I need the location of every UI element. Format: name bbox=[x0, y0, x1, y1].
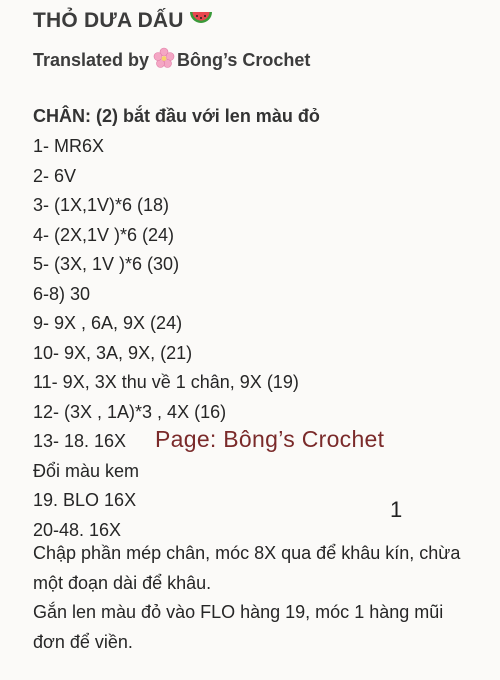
translated-prefix: Translated by bbox=[33, 50, 150, 70]
instruction-note: Gắn len màu đỏ vào FLO hàng 19, móc 1 hàng mũi đơn để viền. bbox=[33, 602, 444, 652]
page-watermark: Page: Bông’s Crochet bbox=[155, 426, 385, 452]
instruction-note: Chập phần mép chân, móc 8X qua để khâu kín, chừa một đoạn dài để khâu. bbox=[33, 543, 461, 593]
pattern-row: 3- (1X,1V)*6 (18) bbox=[33, 195, 170, 215]
page-number: 1 bbox=[390, 497, 403, 522]
pattern-row: 4- (2X,1V )*6 (24) bbox=[33, 224, 175, 245]
pattern-row: 20-48. 16X bbox=[33, 519, 122, 540]
page-title bbox=[33, 8, 214, 36]
title-text: THỎ DƯA DẤU bbox=[33, 9, 184, 32]
pattern-row: 5- (3X, 1V )*6 (30) bbox=[33, 254, 180, 274]
cherry-blossom-icon bbox=[153, 47, 175, 74]
pattern-row: 6-8) 30 bbox=[33, 283, 91, 304]
pattern-row: 13- 18. 16X bbox=[33, 431, 127, 451]
translator-name: Bông’s Crochet bbox=[177, 50, 311, 70]
pattern-row: 9- 9X , 6A, 9X (24) bbox=[33, 313, 183, 333]
pattern-row: 12- (3X , 1A)*3 , 4X (16) bbox=[33, 401, 227, 422]
pattern-row: 1- MR6X bbox=[33, 136, 105, 156]
pattern-row: 2- 6V bbox=[33, 165, 77, 186]
pattern-rows bbox=[33, 132, 473, 545]
pattern-row: 10- 9X, 3A, 9X, (21) bbox=[33, 342, 193, 363]
watermelon-icon bbox=[188, 8, 214, 36]
pattern-row: 19. BLO 16X bbox=[33, 490, 137, 510]
pattern-row: Đổi màu kem bbox=[33, 460, 140, 481]
pattern-row: 11- 9X, 3X thu về 1 chân, 9X (19) bbox=[33, 372, 299, 392]
section-heading: CHÂN: (2) bắt đầu với len màu đỏ bbox=[33, 106, 320, 126]
translator-credit bbox=[33, 47, 310, 74]
